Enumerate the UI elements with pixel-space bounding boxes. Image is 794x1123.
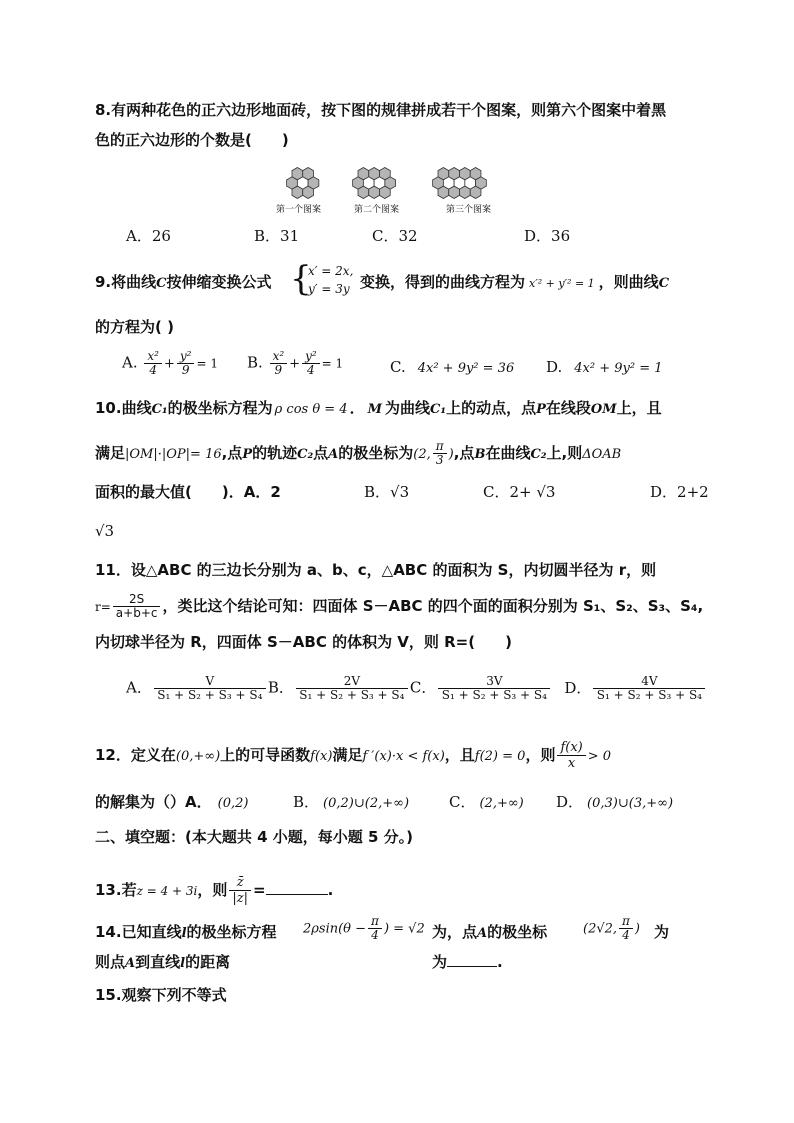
hexagon-pattern-figure [270,158,520,208]
q9-option-d: D. 4x² + 9y² = 1 [546,358,663,376]
q8-line1: 8.有两种花色的正六边形地面砖，按下图的规律拼成若干个图案，则第六个图案中着黑 [95,101,667,119]
q14-line1c: 为 [654,923,670,941]
section-2-heading: 二、填空题：(本大题共 4 小题，每小题 5 分。) [95,828,413,846]
figure-caption-2: 第二个图案 [354,205,400,215]
q9-line1b: 变换，得到的曲线方程为 x′² + y′² = 1 ，则曲线C [360,273,670,291]
brace-icon: { [290,259,312,299]
q8-option-d: D．36 [524,227,571,245]
q8-option-b: B．31 [254,227,300,245]
q11-line3: 内切球半径为 R，四面体 S－ABC 的体积为 V，则 R=( ) [95,633,512,651]
q12-option-d: D． (0,3)∪(3,+∞) [556,793,674,811]
q12-option-b: B． (0,2)∪(2,+∞) [293,793,410,811]
black-hexagon [438,186,449,198]
q10-option-d: D．2+2 [650,483,709,501]
figure-caption-1: 第一个图案 [276,205,322,215]
q14-point-a-coord: (2√2, $\frac{\pi}{4}$ ) [583,914,640,942]
q10-line3: 面积的最大值( )．A．2 [95,483,281,501]
q10-option-b: B．√3 [364,483,410,501]
black-hexagon [379,186,390,198]
q9-line2: 的方程为( ) [95,318,174,336]
q15-line: 15.观察下列不等式 [95,986,227,1004]
q12-line1: 12．定义在(0,+∞)上的可导函数f(x)满足f ′(x)·x < f(x)，且f(2) = 0，则 $\frac{f(x)}{x}$ > 0 [95,740,612,771]
q9-curve-c: C [156,276,167,291]
q11-line2: r= $\frac{2S}{a+b+c}$ ，类比这个结论可知：四面体 S－ABC 的四个面的面积分别为 S₁、S₂、S₃、S₄, [95,592,704,620]
black-hexagon [459,186,470,198]
black-hexagon [449,186,460,198]
q9-equation: x′² + y′² = 1 [529,277,595,290]
figure-caption-3: 第三个图案 [446,205,492,215]
q9-option-c: C. 4x² + 9y² = 36 [390,358,515,376]
q11-line1: 11．设△ABC 的三边长分别为 a、b、c，△ABC 的面积为 S，内切圆半径为 r，则 [95,561,657,579]
q12-line2: 的解集为（）A． (0,2) [95,793,249,811]
black-hexagon [292,186,303,198]
black-hexagon [470,186,481,198]
q8-option-c: C．32 [372,227,418,245]
q9-transform-system: { x′ = 2x, y′ = 3y [290,259,354,299]
q8-line2: 色的正六边形的个数是( ) [95,131,289,149]
q14-polar-equation: 2ρsin(θ − $\frac{\pi}{4}$ ) = √2 [303,914,425,942]
q9-option-b: B. $\frac{\text{x²}}{9}$ + $\frac{\text{y²}}{4}$ = 1 [247,349,344,377]
q14-line2: 则点A到直线l的距离 [95,953,231,971]
q9-line1 [95,272,272,294]
black-hexagon [369,186,380,198]
q14-line2b: 为 . [432,953,503,971]
q9-option-a: A. $\frac{\text{x²}}{4}$ + $\frac{\text{y²}}{9}$ = 1 [122,349,218,377]
q10-line2: 满足|OM|·|OP|= 16,点P的轨迹C₂点A的极坐标为(2, $\frac{\pi}{3}$ ),点B在曲线C₂上,则ΔOAB [95,439,622,467]
black-hexagon [303,186,314,198]
q13-line: 13.若z = 4 + 3i，则 $\frac{z̄}{|z|}$ = . [95,875,334,906]
q14-line1a: 14.已知直线l的极坐标方程 [95,923,277,941]
black-hexagon [358,186,369,198]
q13-answer-blank [266,894,328,895]
q9-prefix: 9.将曲线 [95,273,157,291]
q14-line1b: 为，点A的极坐标 [432,923,548,941]
q14-answer-blank [447,966,497,967]
q10-line1: 10.曲线C₁的极坐标方程为 ρ cos θ = 4 ． M 为曲线C₁上的动点，点P在线段OM上，且 [95,399,662,417]
q12-option-c: C． (2,+∞) [449,793,524,811]
q11-options: A． $\frac{V}{\text{S₁ + S₂ + S₃ + S₄}}$ B． $\frac{2V}{\text{S₁ + S₂ + S₃ + S₄}}$ C． $\frac{3V}{\text{S₁ + S₂ + S₃ + S₄}}$ D． $\frac{4V}{\text{S₁ + S₂ + S₃ + S₄}}$ [126,675,707,702]
q9-mid1: 按伸缩变换公式 [166,273,272,291]
q8-option-a: A．26 [126,227,171,245]
q10-line4: √3 [95,522,115,540]
q10-option-c: C．2+ √3 [483,483,556,501]
